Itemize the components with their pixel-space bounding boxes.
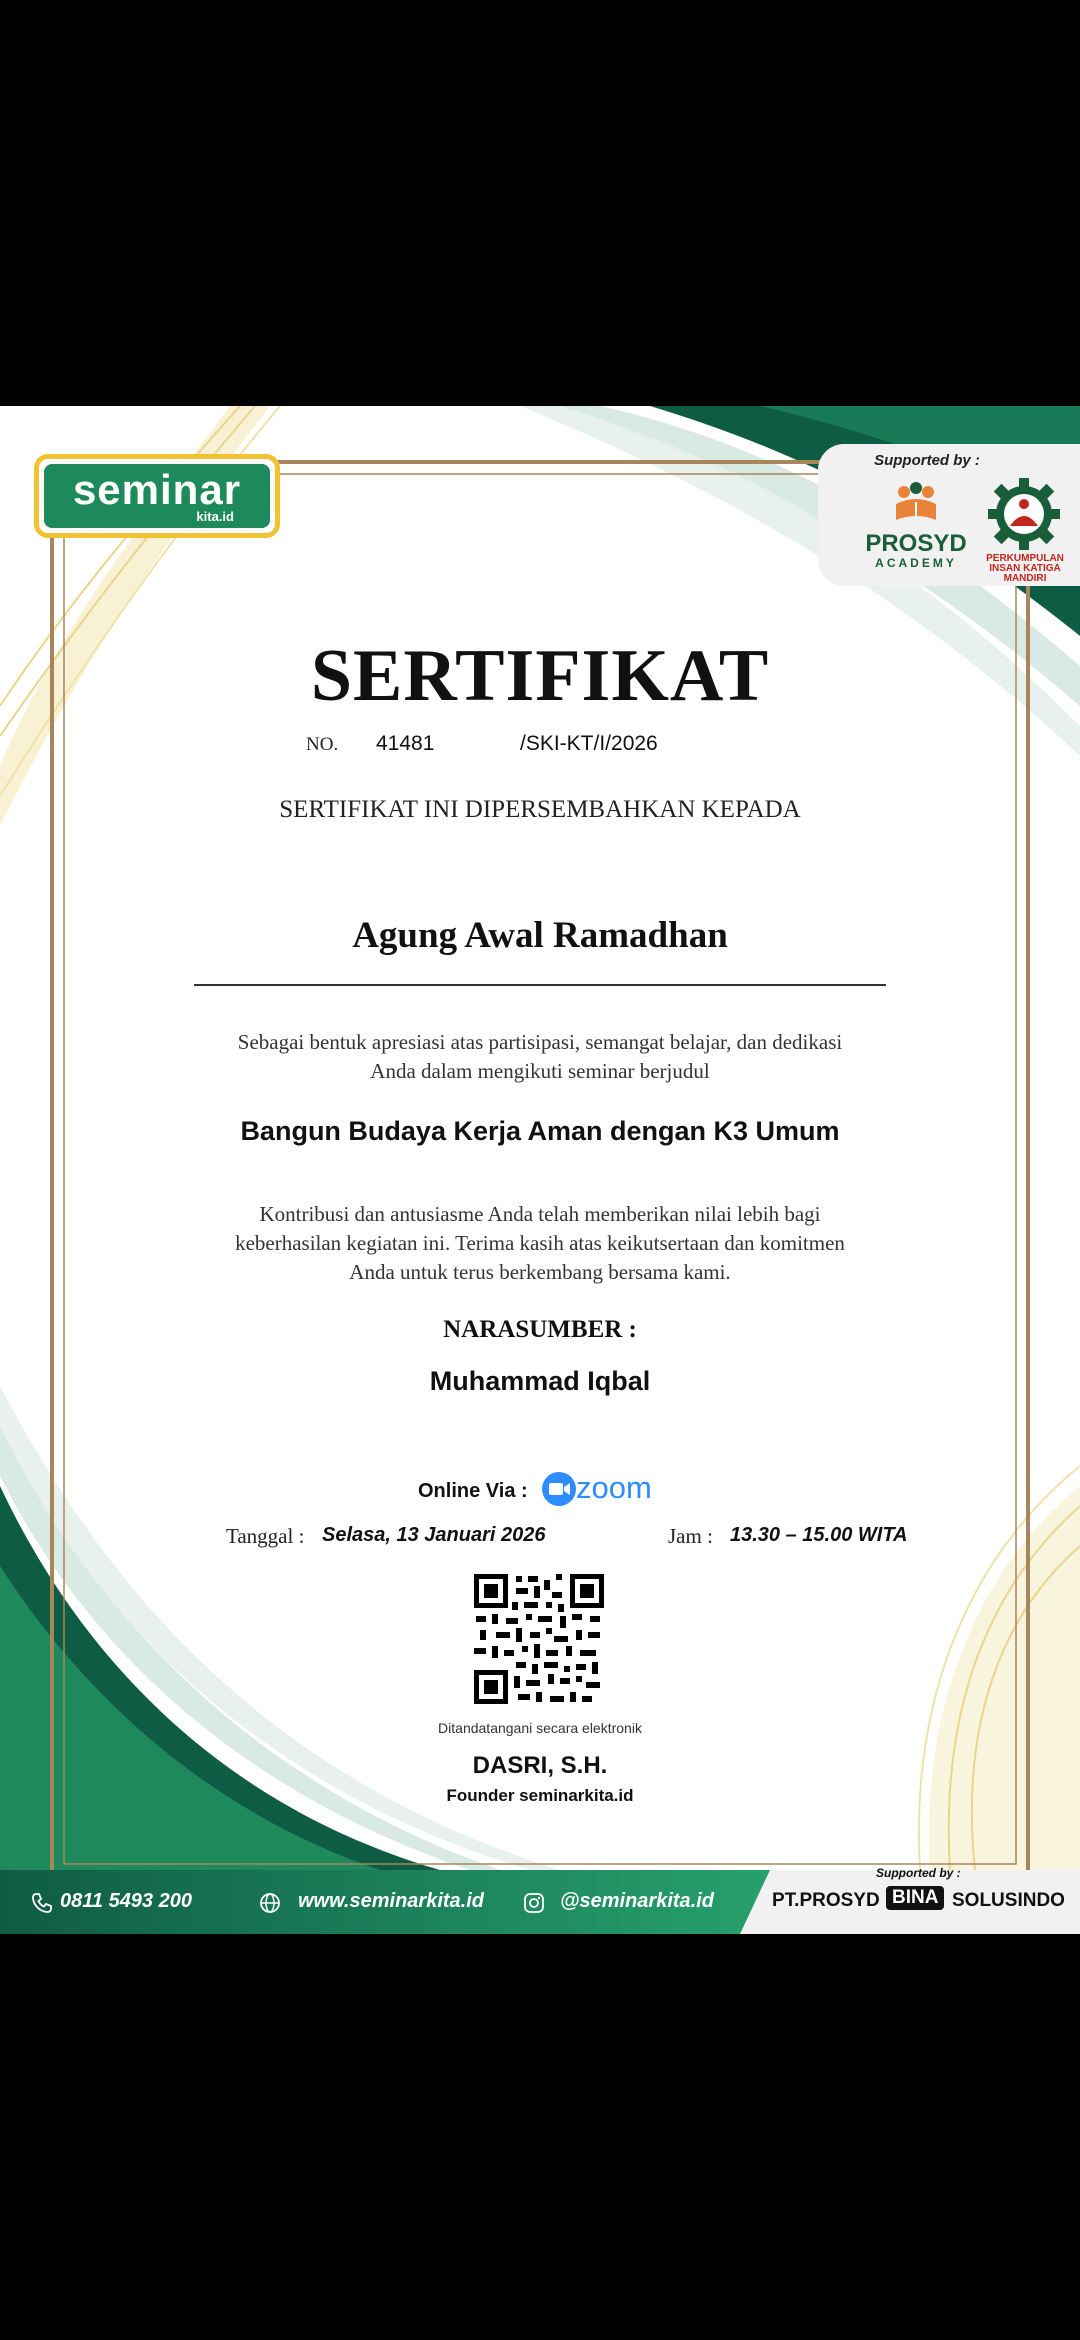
- signer-name: DASRI, S.H.: [472, 1752, 608, 1779]
- presented-to-heading: SERTIFIKAT INI DIPERSEMBAHKAN KEPADA: [279, 796, 801, 823]
- footer-contacts: [0, 1870, 760, 1934]
- online-via-label: Online Via :: [418, 1480, 528, 1502]
- footer-instagram[interactable]: @seminarkita.id: [560, 1890, 715, 1912]
- certificate-number-suffix: /SKI-KT/I/2026: [520, 732, 658, 755]
- date-label: Tanggal :: [226, 1524, 305, 1548]
- footer-website[interactable]: www.seminarkita.id: [298, 1890, 484, 1912]
- footer-company-name-mid: BINA: [886, 1886, 944, 1910]
- instagram-icon: [522, 1891, 546, 1915]
- footer-supported-label: Supported by :: [876, 1866, 961, 1880]
- zoom-logo-text: zoom: [576, 1470, 652, 1505]
- signer-role: Founder seminarkita.id: [446, 1786, 634, 1805]
- signature-qr-code-icon[interactable]: [472, 1572, 606, 1706]
- zoom-camera-icon: [542, 1472, 576, 1506]
- recipient-underline: [194, 984, 886, 986]
- insan-katiga-gear-icon: [986, 476, 1062, 552]
- certificate-number-value: 41481: [376, 732, 435, 755]
- time-value: 13.30 – 15.00 WITA: [730, 1524, 908, 1546]
- phone-icon: [30, 1891, 54, 1915]
- supported-by-label: Supported by :: [874, 452, 980, 469]
- footer-company-name-right: SOLUSINDO: [952, 1890, 1065, 1911]
- appreciation-text: Sebagai bentuk apresiasi atas partisipasi, semangat belajar, dan dedikasi Anda dalam mengikuti seminar berjudul: [237, 1030, 843, 1083]
- footer-company-name-left: PT.PROSYD: [772, 1890, 880, 1911]
- speaker-name: Muhammad Iqbal: [429, 1366, 651, 1396]
- globe-icon: [258, 1891, 282, 1915]
- insan-katiga-label: PERKUMPULAN INSAN KATIGA MANDIRI: [986, 553, 1064, 584]
- seminar-title: Bangun Budaya Kerja Aman dengan K3 Umum: [240, 1116, 840, 1146]
- date-value: Selasa, 13 Januari 2026: [322, 1524, 546, 1546]
- speaker-label: NARASUMBER :: [443, 1316, 637, 1343]
- certificate-number-label: NO.: [306, 734, 339, 755]
- prosyd-academy-label: ACADEMY: [875, 556, 957, 570]
- time-label: Jam :: [668, 1524, 713, 1548]
- seminarkita-logo: seminar kita.id: [34, 454, 280, 538]
- contribution-text: Kontribusi dan antusiasme Anda telah memberikan nilai lebih bagi keberhasilan kegiatan ini. Terima kasih atas keikutsertaan dan komitmen Anda untuk terus berkembang bersama kami.: [235, 1202, 845, 1284]
- prosyd-name: PROSYD: [865, 530, 967, 557]
- electronic-signature-note: Ditandatangani secara elektronik: [438, 1720, 642, 1736]
- prosyd-academy-logo-icon: [890, 480, 942, 530]
- certificate-title: SERTIFIKAT: [310, 635, 770, 717]
- footer-phone[interactable]: 0811 5493 200: [60, 1890, 192, 1912]
- recipient-name: Agung Awal Ramadhan: [352, 915, 728, 956]
- certificate: [0, 406, 1080, 1934]
